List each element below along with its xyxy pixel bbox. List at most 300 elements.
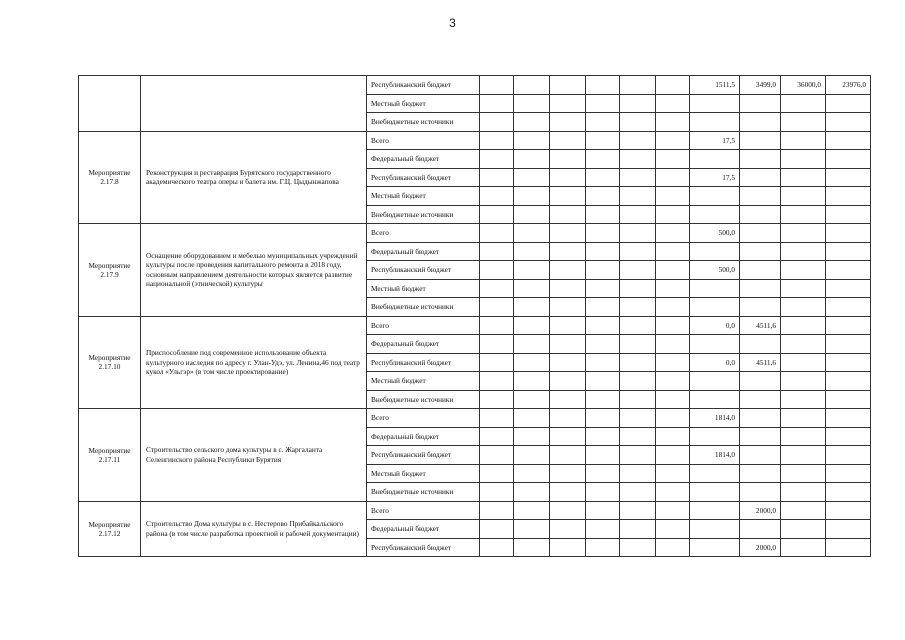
amount-cell: 4511,6 xyxy=(740,353,781,372)
amount-cell xyxy=(480,427,514,446)
amount-cell xyxy=(656,353,690,372)
amount-cell xyxy=(690,279,740,298)
amount-cell xyxy=(620,94,656,113)
amount-cell xyxy=(586,335,620,354)
amount-cell xyxy=(550,94,586,113)
amount-cell xyxy=(514,520,550,539)
amount-cell xyxy=(620,131,656,150)
amount-cell xyxy=(656,335,690,354)
amount-cell xyxy=(480,298,514,317)
amount-cell xyxy=(826,298,871,317)
amount-cell xyxy=(690,372,740,391)
amount-cell xyxy=(586,464,620,483)
amount-cell xyxy=(550,76,586,95)
funding-source: Местный бюджет xyxy=(367,187,480,206)
measure-code: Мероприятие 2.17.9 xyxy=(79,224,141,317)
measure-name: Строительство Дома культуры в с. Нестерово Прибайкальского района (в том числе разработка проектной и рабочей документации) xyxy=(141,501,367,557)
amount-cell xyxy=(480,261,514,280)
measure-name: Реконструкция и реставрация Бурятского государственного академического театра оперы и балета им. Г.Ц. Цыдынжапова xyxy=(141,131,367,224)
amount-cell xyxy=(550,335,586,354)
measure-code xyxy=(79,76,141,132)
amount-cell xyxy=(826,316,871,335)
amount-cell xyxy=(656,409,690,428)
amount-cell xyxy=(586,242,620,261)
amount-cell xyxy=(514,168,550,187)
amount-cell xyxy=(480,76,514,95)
amount-cell xyxy=(826,501,871,520)
amount-cell xyxy=(656,113,690,132)
amount-cell xyxy=(480,316,514,335)
amount-cell xyxy=(781,150,826,169)
table-row xyxy=(79,76,871,95)
amount-cell xyxy=(620,335,656,354)
amount-cell xyxy=(690,520,740,539)
amount-cell xyxy=(781,390,826,409)
funding-source: Федеральный бюджет xyxy=(367,520,480,539)
amount-cell xyxy=(826,205,871,224)
amount-cell xyxy=(781,298,826,317)
amount-cell xyxy=(740,446,781,465)
amount-cell xyxy=(690,390,740,409)
amount-cell xyxy=(656,261,690,280)
funding-source: Местный бюджет xyxy=(367,372,480,391)
amount-cell xyxy=(781,187,826,206)
amount-cell: 0,0 xyxy=(690,316,740,335)
amount-cell xyxy=(740,298,781,317)
amount-cell xyxy=(620,390,656,409)
amount-cell xyxy=(740,113,781,132)
amount-cell xyxy=(514,501,550,520)
amount-cell xyxy=(781,168,826,187)
amount-cell xyxy=(826,224,871,243)
amount-cell xyxy=(620,224,656,243)
amount-cell xyxy=(620,409,656,428)
amount-cell xyxy=(826,446,871,465)
amount-cell xyxy=(826,390,871,409)
amount-cell xyxy=(586,224,620,243)
amount-cell xyxy=(620,76,656,95)
amount-cell xyxy=(826,520,871,539)
amount-cell xyxy=(550,168,586,187)
budget-table xyxy=(78,75,871,557)
amount-cell xyxy=(656,298,690,317)
amount-cell xyxy=(656,520,690,539)
amount-cell xyxy=(690,483,740,502)
amount-cell xyxy=(550,446,586,465)
amount-cell xyxy=(826,372,871,391)
amount-cell xyxy=(550,353,586,372)
amount-cell xyxy=(690,94,740,113)
amount-cell xyxy=(781,131,826,150)
amount-cell xyxy=(550,131,586,150)
amount-cell xyxy=(480,335,514,354)
amount-cell xyxy=(550,316,586,335)
amount-cell xyxy=(550,372,586,391)
amount-cell: 500,0 xyxy=(690,224,740,243)
amount-cell xyxy=(740,335,781,354)
amount-cell xyxy=(656,279,690,298)
amount-cell xyxy=(620,353,656,372)
amount-cell xyxy=(514,427,550,446)
amount-cell xyxy=(781,427,826,446)
amount-cell xyxy=(826,113,871,132)
amount-cell xyxy=(620,446,656,465)
amount-cell xyxy=(550,520,586,539)
amount-cell xyxy=(826,538,871,557)
amount-cell xyxy=(690,538,740,557)
funding-source: Федеральный бюджет xyxy=(367,150,480,169)
funding-source: Республиканский бюджет xyxy=(367,446,480,465)
amount-cell xyxy=(740,94,781,113)
amount-cell: 23976,0 xyxy=(826,76,871,95)
amount-cell xyxy=(690,205,740,224)
amount-cell xyxy=(550,261,586,280)
amount-cell xyxy=(740,261,781,280)
amount-cell xyxy=(620,538,656,557)
amount-cell xyxy=(781,501,826,520)
amount-cell xyxy=(656,224,690,243)
amount-cell xyxy=(740,409,781,428)
amount-cell xyxy=(826,353,871,372)
amount-cell xyxy=(656,390,690,409)
amount-cell xyxy=(480,150,514,169)
amount-cell xyxy=(514,224,550,243)
amount-cell xyxy=(620,464,656,483)
amount-cell xyxy=(550,427,586,446)
amount-cell xyxy=(586,279,620,298)
funding-source: Республиканский бюджет xyxy=(367,168,480,187)
amount-cell xyxy=(656,501,690,520)
amount-cell xyxy=(586,390,620,409)
amount-cell xyxy=(740,242,781,261)
amount-cell xyxy=(740,520,781,539)
amount-cell xyxy=(514,242,550,261)
amount-cell xyxy=(514,464,550,483)
funding-source: Внебюджетные источники xyxy=(367,483,480,502)
measure-code: Мероприятие 2.17.10 xyxy=(79,316,141,409)
amount-cell xyxy=(550,298,586,317)
amount-cell xyxy=(514,353,550,372)
amount-cell xyxy=(781,538,826,557)
measure-name xyxy=(141,76,367,132)
amount-cell xyxy=(781,353,826,372)
amount-cell xyxy=(656,76,690,95)
amount-cell xyxy=(586,353,620,372)
amount-cell xyxy=(586,261,620,280)
table-row xyxy=(79,501,871,520)
funding-source: Внебюджетные источники xyxy=(367,298,480,317)
amount-cell xyxy=(656,464,690,483)
amount-cell xyxy=(514,335,550,354)
amount-cell xyxy=(781,205,826,224)
amount-cell xyxy=(586,168,620,187)
amount-cell xyxy=(826,150,871,169)
amount-cell xyxy=(480,205,514,224)
amount-cell: 2000,0 xyxy=(740,538,781,557)
amount-cell xyxy=(826,464,871,483)
measure-name: Строительство сельского дома культуры в с. Жаргаланта Селенгинского района Республики Бурятия xyxy=(141,409,367,502)
amount-cell xyxy=(514,279,550,298)
amount-cell: 1814,0 xyxy=(690,446,740,465)
amount-cell xyxy=(480,279,514,298)
amount-cell xyxy=(550,483,586,502)
amount-cell xyxy=(550,390,586,409)
amount-cell xyxy=(514,187,550,206)
amount-cell xyxy=(781,372,826,391)
amount-cell xyxy=(620,520,656,539)
amount-cell xyxy=(514,94,550,113)
amount-cell xyxy=(656,372,690,391)
amount-cell xyxy=(586,501,620,520)
amount-cell xyxy=(480,483,514,502)
amount-cell xyxy=(480,224,514,243)
table-row xyxy=(79,316,871,335)
amount-cell xyxy=(480,372,514,391)
amount-cell xyxy=(620,483,656,502)
amount-cell xyxy=(586,520,620,539)
amount-cell: 17,5 xyxy=(690,168,740,187)
amount-cell xyxy=(586,446,620,465)
funding-source: Республиканский бюджет xyxy=(367,538,480,557)
amount-cell xyxy=(781,113,826,132)
amount-cell xyxy=(781,446,826,465)
funding-source: Республиканский бюджет xyxy=(367,353,480,372)
amount-cell xyxy=(826,187,871,206)
amount-cell xyxy=(781,483,826,502)
amount-cell xyxy=(656,538,690,557)
amount-cell xyxy=(620,279,656,298)
funding-source: Всего xyxy=(367,316,480,335)
amount-cell: 1814,0 xyxy=(690,409,740,428)
amount-cell xyxy=(690,427,740,446)
amount-cell: 17,5 xyxy=(690,131,740,150)
amount-cell xyxy=(586,538,620,557)
amount-cell xyxy=(690,464,740,483)
table-row xyxy=(79,409,871,428)
amount-cell xyxy=(620,150,656,169)
amount-cell xyxy=(586,372,620,391)
amount-cell xyxy=(480,113,514,132)
amount-cell xyxy=(740,187,781,206)
amount-cell xyxy=(514,372,550,391)
amount-cell xyxy=(550,242,586,261)
amount-cell xyxy=(740,279,781,298)
table-row xyxy=(79,131,871,150)
amount-cell xyxy=(586,76,620,95)
amount-cell xyxy=(620,168,656,187)
funding-source: Республиканский бюджет xyxy=(367,76,480,95)
amount-cell xyxy=(826,168,871,187)
page-number: 3 xyxy=(449,16,456,30)
amount-cell xyxy=(656,205,690,224)
amount-cell xyxy=(550,464,586,483)
amount-cell xyxy=(480,446,514,465)
amount-cell xyxy=(740,224,781,243)
funding-source: Внебюджетные источники xyxy=(367,390,480,409)
amount-cell xyxy=(826,335,871,354)
amount-cell xyxy=(690,501,740,520)
amount-cell xyxy=(480,390,514,409)
amount-cell: 2000,0 xyxy=(740,501,781,520)
amount-cell xyxy=(781,409,826,428)
table-row xyxy=(79,224,871,243)
amount-cell xyxy=(514,316,550,335)
amount-cell xyxy=(620,501,656,520)
amount-cell xyxy=(480,501,514,520)
amount-cell xyxy=(826,242,871,261)
amount-cell xyxy=(586,187,620,206)
amount-cell xyxy=(826,279,871,298)
amount-cell xyxy=(656,316,690,335)
funding-source: Федеральный бюджет xyxy=(367,242,480,261)
funding-source: Местный бюджет xyxy=(367,464,480,483)
amount-cell xyxy=(586,427,620,446)
amount-cell xyxy=(514,409,550,428)
amount-cell xyxy=(740,131,781,150)
amount-cell xyxy=(620,187,656,206)
amount-cell xyxy=(480,131,514,150)
amount-cell xyxy=(656,168,690,187)
amount-cell xyxy=(514,446,550,465)
measure-code: Мероприятие 2.17.11 xyxy=(79,409,141,502)
amount-cell xyxy=(781,224,826,243)
amount-cell xyxy=(586,150,620,169)
amount-cell xyxy=(586,94,620,113)
amount-cell xyxy=(620,113,656,132)
measure-code: Мероприятие 2.17.8 xyxy=(79,131,141,224)
amount-cell xyxy=(690,113,740,132)
amount-cell xyxy=(826,261,871,280)
amount-cell xyxy=(550,501,586,520)
amount-cell xyxy=(690,335,740,354)
amount-cell xyxy=(586,113,620,132)
amount-cell xyxy=(690,242,740,261)
amount-cell xyxy=(781,316,826,335)
amount-cell xyxy=(826,427,871,446)
amount-cell xyxy=(740,168,781,187)
amount-cell xyxy=(586,131,620,150)
amount-cell xyxy=(550,113,586,132)
funding-source: Республиканский бюджет xyxy=(367,261,480,280)
funding-source: Всего xyxy=(367,224,480,243)
funding-source: Федеральный бюджет xyxy=(367,427,480,446)
amount-cell xyxy=(480,168,514,187)
amount-cell xyxy=(550,205,586,224)
funding-source: Внебюджетные источники xyxy=(367,113,480,132)
amount-cell xyxy=(656,94,690,113)
amount-cell xyxy=(586,409,620,428)
funding-source: Федеральный бюджет xyxy=(367,335,480,354)
amount-cell xyxy=(656,242,690,261)
amount-cell xyxy=(656,187,690,206)
amount-cell xyxy=(514,205,550,224)
amount-cell xyxy=(514,131,550,150)
amount-cell xyxy=(620,205,656,224)
amount-cell xyxy=(514,261,550,280)
measure-code: Мероприятие 2.17.12 xyxy=(79,501,141,557)
funding-source: Местный бюджет xyxy=(367,94,480,113)
amount-cell xyxy=(550,538,586,557)
amount-cell xyxy=(781,464,826,483)
amount-cell: 1511,5 xyxy=(690,76,740,95)
measure-name: Приспособление под современное использование объекта культурного наследия по адресу г. Улан-Удэ, ул. Ленина,46 под театр кукол «Ульгэр» (в том числе проектирование) xyxy=(141,316,367,409)
amount-cell xyxy=(656,427,690,446)
funding-source: Всего xyxy=(367,501,480,520)
amount-cell xyxy=(740,427,781,446)
funding-source: Внебюджетные источники xyxy=(367,205,480,224)
amount-cell: 4511,6 xyxy=(740,316,781,335)
amount-cell xyxy=(514,390,550,409)
amount-cell xyxy=(781,261,826,280)
amount-cell xyxy=(826,94,871,113)
amount-cell xyxy=(586,483,620,502)
funding-source: Всего xyxy=(367,409,480,428)
amount-cell: 36000,0 xyxy=(781,76,826,95)
amount-cell xyxy=(514,538,550,557)
amount-cell xyxy=(690,150,740,169)
amount-cell: 3499,0 xyxy=(740,76,781,95)
amount-cell xyxy=(514,298,550,317)
amount-cell xyxy=(826,483,871,502)
amount-cell xyxy=(480,353,514,372)
amount-cell xyxy=(740,150,781,169)
amount-cell xyxy=(781,335,826,354)
amount-cell xyxy=(550,150,586,169)
amount-cell xyxy=(514,76,550,95)
amount-cell xyxy=(656,150,690,169)
amount-cell xyxy=(586,298,620,317)
amount-cell xyxy=(690,298,740,317)
amount-cell: 500,0 xyxy=(690,261,740,280)
amount-cell xyxy=(480,242,514,261)
amount-cell xyxy=(480,464,514,483)
amount-cell xyxy=(781,94,826,113)
amount-cell: 0,0 xyxy=(690,353,740,372)
amount-cell xyxy=(620,372,656,391)
amount-cell xyxy=(656,446,690,465)
amount-cell xyxy=(740,205,781,224)
amount-cell xyxy=(550,409,586,428)
amount-cell xyxy=(781,520,826,539)
amount-cell xyxy=(480,187,514,206)
amount-cell xyxy=(514,113,550,132)
amount-cell xyxy=(740,483,781,502)
amount-cell xyxy=(781,279,826,298)
amount-cell xyxy=(740,390,781,409)
amount-cell xyxy=(480,520,514,539)
amount-cell xyxy=(514,150,550,169)
amount-cell xyxy=(656,131,690,150)
amount-cell xyxy=(826,409,871,428)
amount-cell xyxy=(620,242,656,261)
amount-cell xyxy=(514,483,550,502)
amount-cell xyxy=(550,279,586,298)
funding-source: Местный бюджет xyxy=(367,279,480,298)
amount-cell xyxy=(480,94,514,113)
amount-cell xyxy=(550,187,586,206)
amount-cell xyxy=(690,187,740,206)
amount-cell xyxy=(586,205,620,224)
amount-cell xyxy=(826,131,871,150)
amount-cell xyxy=(781,242,826,261)
funding-source: Всего xyxy=(367,131,480,150)
amount-cell xyxy=(480,409,514,428)
amount-cell xyxy=(550,224,586,243)
amount-cell xyxy=(740,464,781,483)
amount-cell xyxy=(740,372,781,391)
amount-cell xyxy=(620,261,656,280)
amount-cell xyxy=(480,538,514,557)
